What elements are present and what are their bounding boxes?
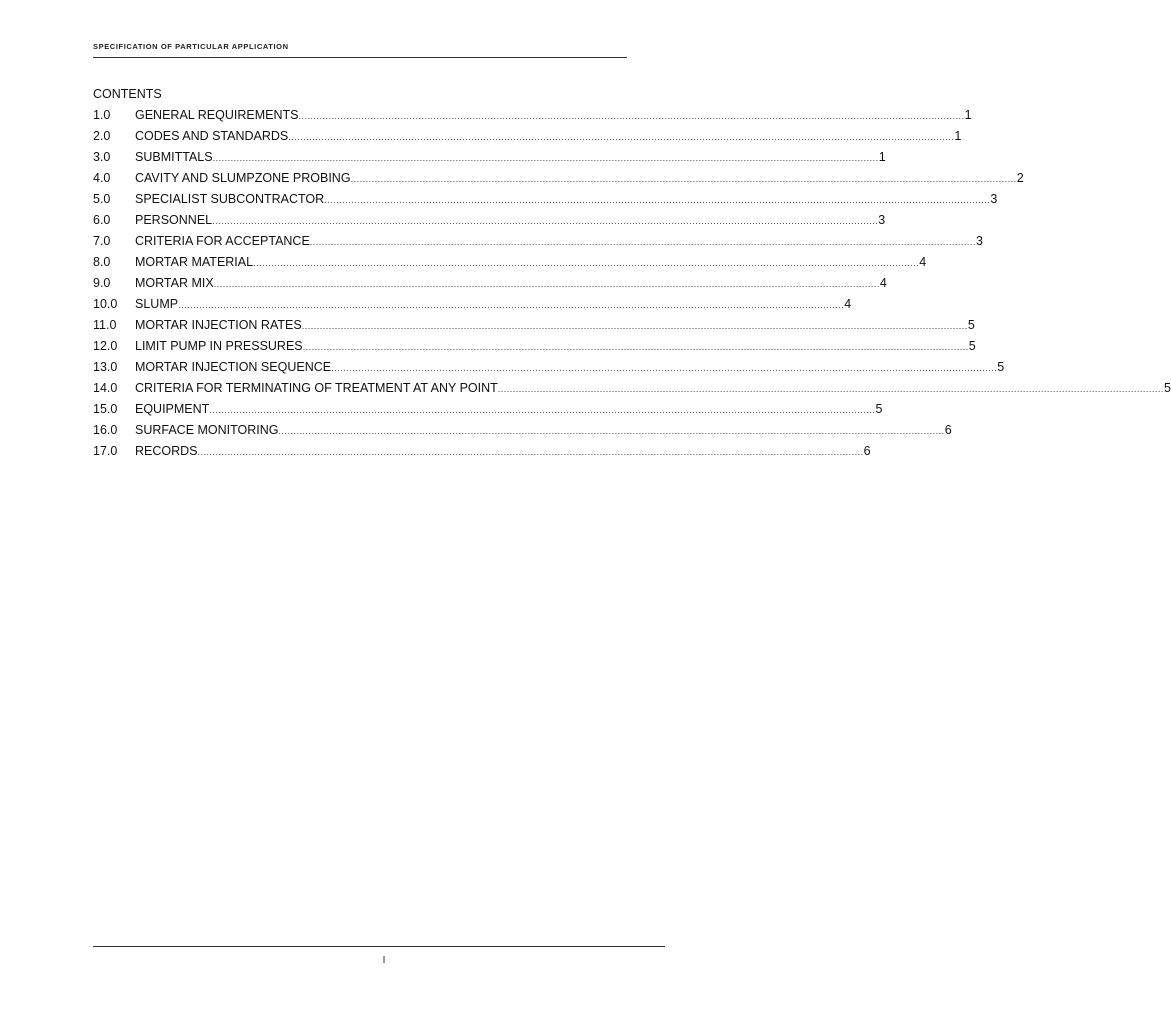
toc-entry[interactable] [93,315,975,336]
footer-page-number: I [382,955,386,966]
toc-entry-title[interactable]: MORTAR MATERIAL [135,255,254,269]
toc-entry[interactable] [93,147,886,168]
header-rule [93,57,627,58]
toc-entry-number: 6.0 [93,213,111,227]
toc-entry[interactable] [93,126,962,147]
toc-entry-number: 10.0 [93,297,118,311]
toc-entry-list [93,105,1171,462]
toc-dot-leader: .............................................................................................................................................................................................................................. [197,447,864,457]
toc-entry-page[interactable]: 4 [879,276,887,290]
toc-dot-leader: .............................................................................................................................................................................................................................. [298,111,965,121]
toc-entry-page[interactable]: 5 [967,318,975,332]
toc-entry-number: 14.0 [93,381,118,395]
toc-entry[interactable] [93,441,871,462]
toc-entry-page[interactable]: 5 [997,360,1005,374]
toc-dot-leader: .............................................................................................................................................................................................................................. [309,237,976,247]
toc-entry-title[interactable]: SPECIALIST SUBCONTRACTOR [135,192,325,206]
toc-entry-page[interactable]: 5 [875,402,883,416]
toc-entry-page[interactable]: 5 [968,339,976,353]
toc-entry-title[interactable]: CAVITY AND SLUMPZONE PROBING [135,171,351,185]
toc-entry-page[interactable]: 6 [944,423,952,437]
toc-entry[interactable] [93,399,883,420]
toc-entry-number: 15.0 [93,402,118,416]
toc-dot-leader: .............................................................................................................................................................................................................................. [253,258,920,268]
running-header: SPECIFICATION OF PARTICULAR APPLICATION [93,42,289,51]
toc-entry-page[interactable]: 6 [863,444,871,458]
contents-heading: CONTENTS [93,87,162,101]
toc-dot-leader: .............................................................................................................................................................................................................................. [331,363,998,373]
toc-entry-title[interactable]: CRITERIA FOR ACCEPTANCE [135,234,310,248]
toc-entry-number: 9.0 [93,276,111,290]
toc-entry-number: 13.0 [93,360,118,374]
toc-entry-page[interactable]: 2 [1016,171,1024,185]
toc-dot-leader: .............................................................................................................................................................................................................................. [497,384,1164,394]
toc-dot-leader: .............................................................................................................................................................................................................................. [324,195,991,205]
toc-entry[interactable] [93,189,998,210]
toc-entry[interactable] [93,105,972,126]
toc-dot-leader: .............................................................................................................................................................................................................................. [178,300,845,310]
toc-entry-number: 3.0 [93,150,111,164]
toc-dot-leader: .............................................................................................................................................................................................................................. [212,216,879,226]
toc-entry-page[interactable]: 5 [1163,381,1171,395]
toc-entry-title[interactable]: GENERAL REQUIREMENTS [135,108,299,122]
toc-dot-leader: .............................................................................................................................................................................................................................. [278,426,945,436]
toc-entry[interactable] [93,357,1005,378]
toc-entry[interactable] [93,252,927,273]
toc-entry-number: 1.0 [93,108,111,122]
toc-entry-number: 12.0 [93,339,118,353]
toc-dot-leader: .............................................................................................................................................................................................................................. [302,342,969,352]
toc-entry-number: 2.0 [93,129,111,143]
toc-entry-title[interactable]: RECORDS [135,444,198,458]
toc-entry-title[interactable]: MORTAR MIX [135,276,214,290]
toc-entry-page[interactable]: 3 [975,234,983,248]
toc-entry-page[interactable]: 1 [964,108,972,122]
toc-entry-page[interactable]: 3 [878,213,886,227]
toc-entry-number: 5.0 [93,192,111,206]
toc-entry-title[interactable]: SURFACE MONITORING [135,423,279,437]
toc-entry-title[interactable]: SLUMP [135,297,179,311]
toc-entry-number: 17.0 [93,444,118,458]
toc-entry-number: 7.0 [93,234,111,248]
toc-entry[interactable] [93,336,976,357]
toc-entry-title[interactable]: MORTAR INJECTION RATES [135,318,302,332]
toc-dot-leader: .............................................................................................................................................................................................................................. [350,174,1017,184]
toc-entry-page[interactable]: 1 [878,150,886,164]
toc-entry-title[interactable]: MORTAR INJECTION SEQUENCE [135,360,332,374]
toc-entry[interactable] [93,231,983,252]
toc-dot-leader: .............................................................................................................................................................................................................................. [209,405,876,415]
toc-entry-number: 4.0 [93,171,111,185]
toc-entry[interactable] [93,378,1171,399]
footer-rule [93,946,665,947]
toc-entry-number: 8.0 [93,255,111,269]
toc-entry-title[interactable]: EQUIPMENT [135,402,210,416]
toc-entry-number: 11.0 [93,318,117,332]
toc-dot-leader: .............................................................................................................................................................................................................................. [213,279,880,289]
toc-entry-page[interactable]: 4 [919,255,927,269]
toc-entry-page[interactable]: 4 [844,297,852,311]
toc-entry[interactable] [93,210,886,231]
toc-entry-title[interactable]: CRITERIA FOR TERMINATING OF TREATMENT AT ANY POINT [135,381,498,395]
toc-entry[interactable] [93,294,852,315]
toc-entry-title[interactable]: LIMIT PUMP IN PRESSURES [135,339,303,353]
toc-entry-page[interactable]: 1 [954,129,962,143]
toc-entry-title[interactable]: PERSONNEL [135,213,213,227]
toc-entry[interactable] [93,420,952,441]
toc-entry-page[interactable]: 3 [990,192,998,206]
toc-dot-leader: .............................................................................................................................................................................................................................. [212,153,879,163]
toc-dot-leader: .............................................................................................................................................................................................................................. [288,132,955,142]
toc-entry-title[interactable]: SUBMITTALS [135,150,213,164]
toc-entry[interactable] [93,168,1024,189]
toc-entry-title[interactable]: CODES AND STANDARDS [135,129,289,143]
table-of-contents [93,84,1171,462]
toc-entry-number: 16.0 [93,423,118,437]
toc-dot-leader: .............................................................................................................................................................................................................................. [301,321,968,331]
toc-entry[interactable] [93,273,887,294]
